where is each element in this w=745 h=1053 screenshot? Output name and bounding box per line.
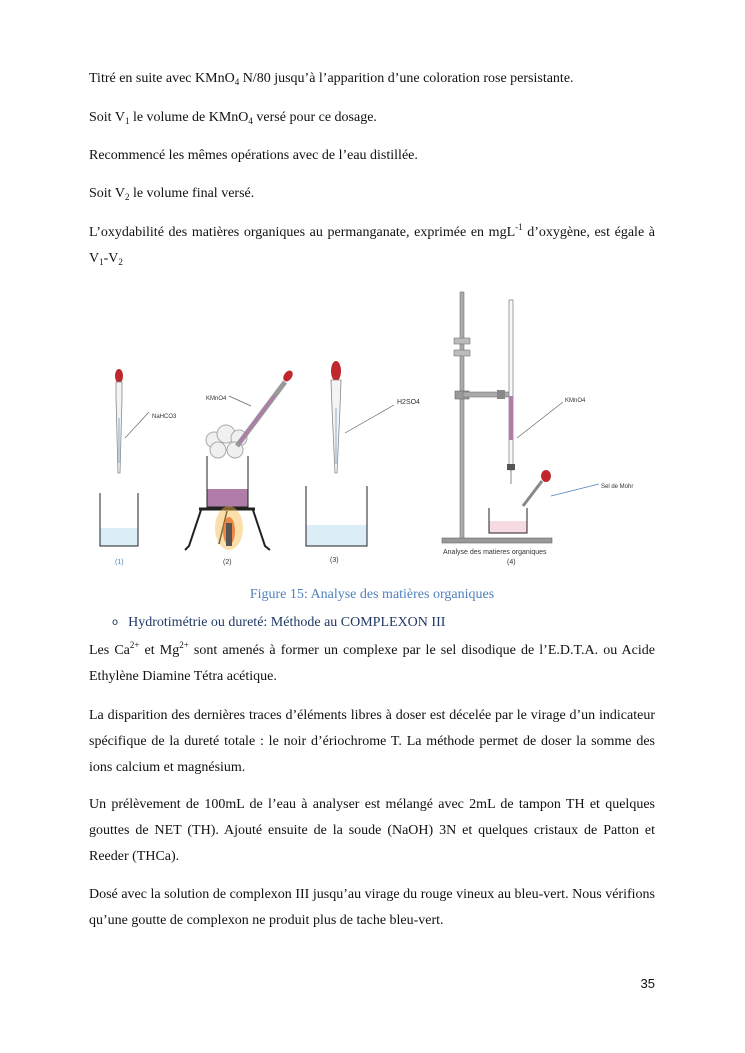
page-number: 35 [640, 976, 655, 991]
paragraph-v2: Soit $V_2$ le volume final versé. [89, 186, 255, 202]
paragraph-v1: Soit $V_1$ le volume de KMnO$_4$ versé pour ce dosage. [89, 110, 377, 126]
section-bullet [112, 615, 445, 631]
paragraph-prelevement: Un prélèvement de 100mL de l’eau à analyser est mélangé avec 2mL de tampon TH et quelques gouttes de NET (TH). Ajouté ensuite de la soude (NaOH) 3N et quelques cristaux de Patton et Reeder (THCa). [89, 797, 655, 864]
beaker-2 [207, 456, 248, 507]
paragraph-titration: Titré en suite avec KMnO$_4$ N/80 jusqu’à l’apparition d’une coloration rose persistante. [89, 71, 574, 87]
burette-stand [442, 292, 552, 543]
beaker-3 [306, 486, 367, 546]
label-step3: (3) [330, 557, 339, 564]
figure-caption: Figure 15: Analyse des matières organiques [249, 587, 495, 602]
pipette-1 [115, 369, 123, 473]
label-kmno4-right: KMnO4 [565, 398, 586, 404]
label-h2so4: H2SO4 [397, 399, 420, 406]
paragraph-oxydabilite: L’oxydabilité des matières organiques au permanganate, exprimée en mgL$^{-1}$ d’oxygène, est égale à $V_1-V_2$ [89, 222, 656, 267]
label-nahco3: NaHCO3 [152, 414, 177, 420]
label-step2: (2) [223, 559, 232, 566]
pipette-mohr [523, 470, 551, 506]
label-step1: (1) [115, 559, 124, 566]
pipette-2 [237, 369, 295, 446]
paragraph-repeat: Recommencé les mêmes opérations avec de l’eau distillée. [89, 148, 418, 163]
tripod-burner [185, 506, 270, 550]
lab-apparatus-figure [89, 288, 655, 573]
label-analyse: Analyse des matieres organiques [443, 549, 547, 556]
erlenmeyer-4 [489, 508, 527, 533]
pipette-3 [331, 361, 341, 473]
bullet-text: Hydrotimétrie ou dureté: Méthode au COMPLEXON III [128, 615, 446, 630]
bullet-marker: o [112, 617, 119, 628]
paragraph-indicateur: La disparition des dernières traces d’éléments libres à doser est décelée par le virage d’un indicateur spécifique de la dureté totale : le noir d’ériochrome T. La méthode permet de doser la somme des ions calcium et magnésium. [89, 708, 655, 775]
paragraph-dosage: Dosé avec la solution de complexon III jusqu’au virage du rouge vineux au bleu-vert. Nous vérifions qu’une goutte de complexon ne produit plus de tache bleu-vert. [89, 887, 655, 928]
label-kmno4-left: KMnO4 [206, 396, 227, 402]
label-step4: (4) [507, 559, 516, 566]
paragraph-edta: Les $Ca^{2+}$ et $Mg^{2+}$ sont amenés à former un complexe par le sel disodique de l’E.D.T.A. ou Acide Ethylène Diamine Tétra acétique. [89, 640, 655, 684]
beaker-1 [100, 493, 138, 546]
label-sel-mohr: Sel de Mohr [601, 484, 634, 490]
